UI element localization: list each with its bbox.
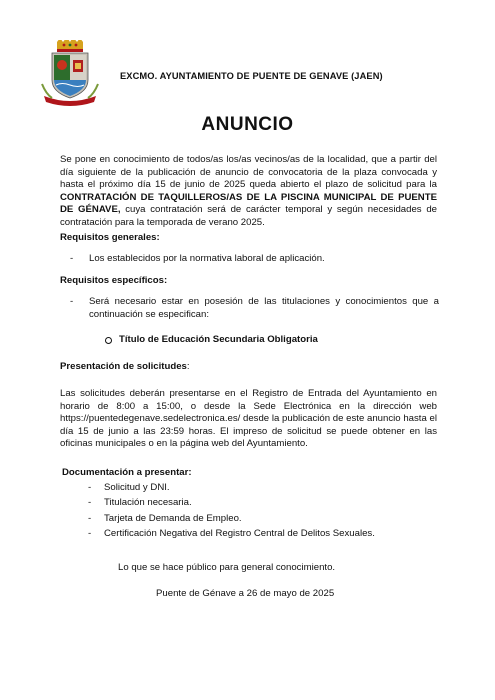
date-line: Puente de Génave a 26 de mayo de 2025 — [156, 588, 335, 599]
list-item-text: Será necesario estar en posesión de las titulaciones y conocimientos que a continuación se especifican: — [89, 296, 439, 320]
closing-statement: Lo que se hace público para general conocimiento. — [118, 562, 336, 573]
intro-text-part1: Se pone en conocimiento de todos/as los/as vecinos/as de la localidad, que a partir del día siguiente de la publicación de anuncio de convocatoria de la plaza convocada y hasta el próximo día 15 de junio de 2025 queda abierto el plazo de solicitud para la — [60, 154, 437, 191]
intro-paragraph — [60, 154, 437, 230]
intro-text-bold: CONTRATACIÓN DE TAQUILLEROS/AS DE LA PISCINA MUNICIPAL DE PUENTE DE GÉNAVE, — [60, 191, 437, 216]
applications-paragraph: Las solicitudes deberán presentarse en el Registro de Entrada del Ayuntamiento en horario de 8:00 a 15:00, o desde la Sede Electrónica en la dirección web https://puentedegenave.sedelectronica.es/ desde la publicación de este anuncio hasta el día 15 de junio a las 23:59 horas. El impreso de solicitud se puede obtener en las oficinas municipales o en la página web del Ayuntamiento. — [60, 388, 437, 450]
applications-heading-text: Presentación de solicitudes — [60, 361, 187, 372]
bullet-dash: - — [88, 527, 92, 539]
list-item — [88, 511, 438, 526]
municipal-coat-of-arms-icon — [40, 40, 100, 106]
bullet-dash: - — [70, 253, 74, 264]
specific-requirements-heading: Requisitos específicos: — [60, 275, 168, 286]
applications-heading — [60, 361, 190, 372]
list-item-text: Los establecidos por la normativa laboral de aplicación. — [89, 253, 325, 264]
qualification-text: Título de Educación Secundaria Obligatoria — [119, 334, 318, 345]
applications-heading-colon: : — [186, 361, 190, 372]
bullet-dash: - — [88, 497, 92, 509]
list-item — [88, 480, 438, 495]
circle-bullet-icon — [105, 337, 112, 344]
list-item — [88, 526, 438, 541]
header-title: EXCMO. AYUNTAMIENTO DE PUENTE DE GENAVE (JAEN) — [120, 71, 383, 81]
bullet-dash: - — [70, 296, 74, 307]
documentation-heading: Documentación a presentar: — [62, 467, 192, 478]
bullet-dash: - — [88, 482, 92, 493]
general-requirements-heading: Requisitos generales: — [60, 232, 160, 243]
list-item-text: Titulación necesaria. — [104, 497, 192, 509]
list-item-text: Solicitud y DNI. — [104, 482, 170, 493]
list-item-text: Certificación Negativa del Registro Central de Delitos Sexuales. — [104, 527, 375, 539]
list-item — [88, 495, 438, 510]
list-item-text: Tarjeta de Demanda de Empleo. — [104, 512, 242, 524]
page-title: ANUNCIO — [201, 114, 294, 135]
documentation-list — [88, 480, 438, 541]
bullet-dash: - — [88, 512, 92, 524]
intro-text-part2: cuya contratación será de carácter temporal y según necesidades de contratación para la temporada de verano 2025. — [60, 204, 437, 228]
